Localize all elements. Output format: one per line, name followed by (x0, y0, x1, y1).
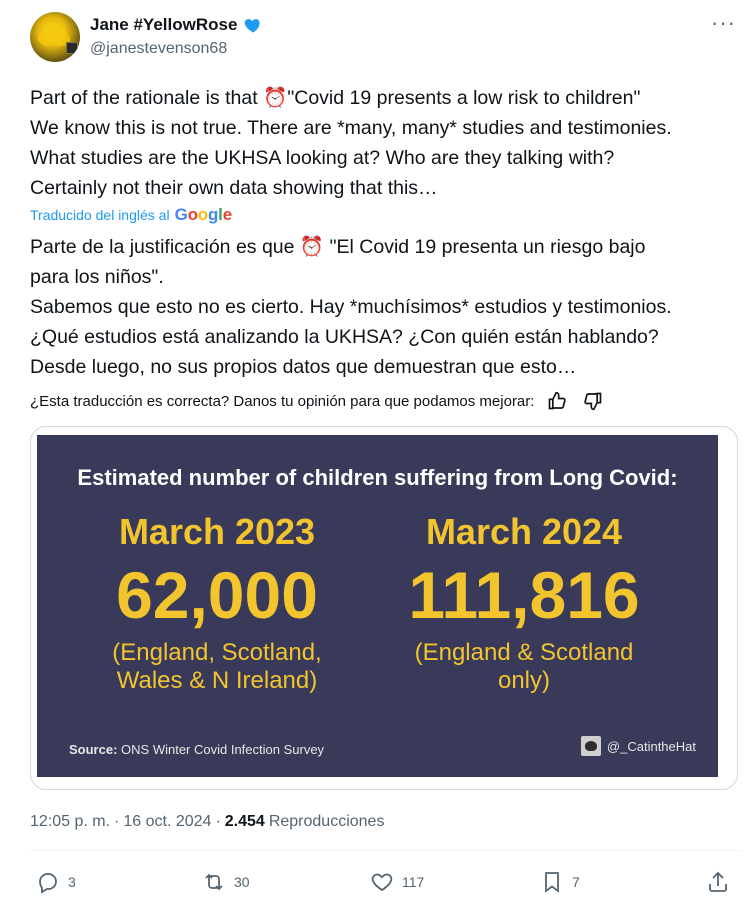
retweet-icon (202, 870, 226, 894)
stat-left (67, 511, 367, 695)
thumbs-down-icon[interactable] (580, 390, 606, 412)
feedback-prompt: ¿Esta traducción es correcta? Danos tu opinión para que podamos mejorar: (30, 392, 535, 410)
like-count: 117 (402, 874, 425, 890)
more-options-icon[interactable]: ··· (711, 10, 736, 35)
bookmark-button[interactable] (540, 870, 580, 894)
tweet-meta (30, 813, 384, 831)
image-credit (581, 736, 696, 756)
retweet-count: 30 (234, 874, 250, 890)
stat-left-period: March 2023 (118, 511, 316, 552)
thumbs-up-icon[interactable] (544, 390, 570, 412)
translation-feedback (30, 390, 606, 412)
reply-icon (36, 870, 60, 894)
bookmark-icon (540, 870, 564, 894)
tweet-text-original: Part of the rationale is that ⏰"Covid 19 presents a low risk to children" We know this is not true. There are *many, many* studies and testimonies. What studies are the UKHSA looking at? Who are they talking with? Certainly not their own data showing that this… (30, 87, 672, 199)
tweet-time[interactable]: 12:05 p. m. (30, 813, 111, 830)
action-bar (30, 870, 740, 902)
source-text: ONS Winter Covid Infection Survey (121, 742, 325, 757)
like-button[interactable] (370, 870, 424, 894)
source-label: Source: (69, 742, 118, 757)
cat-icon (581, 736, 601, 756)
image-title: Estimated number of children suffering from Long Covid: (77, 465, 678, 490)
tweet-date[interactable]: 16 oct. 2024 (123, 813, 212, 830)
avatar[interactable] (30, 12, 80, 62)
views-count: 2.454 (224, 813, 265, 830)
translation-note[interactable] (30, 205, 232, 225)
share-icon (706, 870, 730, 894)
handle[interactable]: @janestevenson68 (90, 40, 228, 57)
heart-icon (370, 870, 394, 894)
meta-separator: · (215, 813, 221, 830)
media-card[interactable] (30, 426, 738, 790)
views-label: Reproducciones (268, 813, 385, 830)
stat-right (374, 511, 674, 695)
translation-label: Traducido del inglés al (30, 207, 170, 223)
google-logo-icon: Google (174, 205, 232, 224)
bookmark-count: 7 (572, 874, 580, 890)
tweet-header (30, 12, 740, 64)
reply-count: 3 (68, 874, 76, 890)
stat-right-period: March 2024 (425, 511, 623, 552)
stat-left-region-2: Wales & N Ireland) (116, 667, 318, 694)
tweet-text-translated: Parte de la justificación es que ⏰ "El Covid 19 presenta un riesgo bajo para los niños". Sabemos que esto no es cierto. Hay *muchísimos* estudios y testimonios. ¿Qué estudios está analizando la UKHSA? ¿Con quién están hablando? Desde luego, no sus propios datos que demuestran que esto… (30, 236, 672, 378)
retweet-button[interactable] (202, 870, 250, 894)
credit-text: @_CatintheHat (606, 738, 696, 754)
stat-right-region-1: (England & Scotland (414, 639, 634, 666)
divider (30, 850, 740, 851)
avatar-badge (66, 42, 78, 54)
reply-button[interactable] (36, 870, 76, 894)
tweet-image[interactable] (37, 435, 718, 777)
share-button[interactable] (706, 870, 730, 894)
meta-separator: · (114, 813, 120, 830)
image-source (69, 742, 324, 757)
stat-left-number: 62,000 (116, 558, 318, 632)
display-name[interactable]: Jane #YellowRose (90, 15, 238, 34)
stat-right-number: 111,816 (408, 558, 640, 632)
stat-right-region-2: only) (497, 667, 551, 694)
stat-left-region-1: (England, Scotland, (112, 639, 322, 666)
verified-heart-icon (243, 15, 263, 35)
